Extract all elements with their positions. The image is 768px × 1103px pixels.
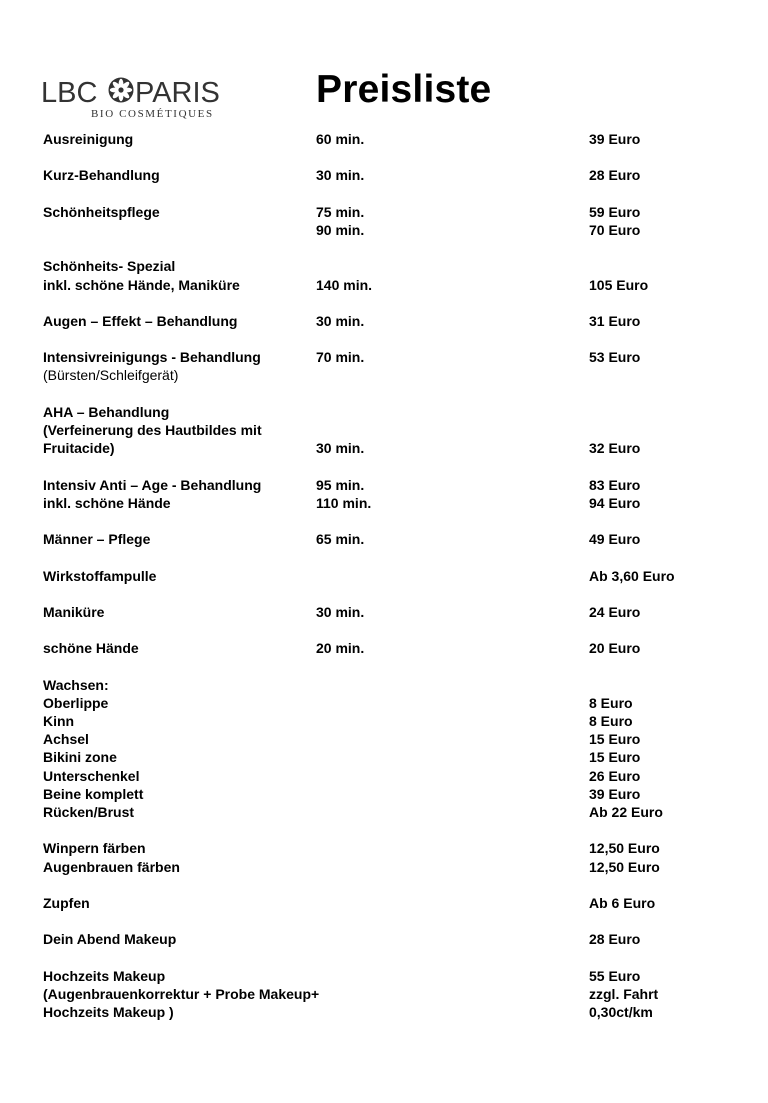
entry-spacer xyxy=(0,385,768,403)
price-row xyxy=(0,930,768,948)
price-list xyxy=(0,130,768,1021)
service-name: Achsel xyxy=(43,731,89,748)
price-row xyxy=(0,203,768,221)
price-row xyxy=(0,967,768,985)
service-name: Kinn xyxy=(43,713,75,729)
service-duration: 30 min. xyxy=(316,603,365,620)
price-row xyxy=(0,603,768,621)
service-duration: 90 min. xyxy=(316,221,365,238)
price-row xyxy=(0,257,768,275)
price-row xyxy=(0,403,768,421)
entry-spacer xyxy=(0,239,768,257)
entry-spacer xyxy=(0,821,768,839)
entry-spacer xyxy=(0,294,768,312)
entry-spacer xyxy=(0,657,768,675)
service-price: 83 Euro xyxy=(589,476,641,493)
service-price: 12,50 Euro xyxy=(589,840,660,857)
service-duration: 75 min. xyxy=(316,203,365,220)
entry-spacer xyxy=(0,330,768,348)
service-name: Intensiv Anti – Age - Behandlung xyxy=(43,476,262,493)
entry-spacer xyxy=(0,148,768,166)
flower-icon xyxy=(109,78,134,103)
service-name: Maniküre xyxy=(43,603,105,620)
service-name: Bikini zone xyxy=(43,749,117,766)
price-row xyxy=(0,276,768,294)
service-name: Wirkstoffampulle xyxy=(43,567,157,584)
service-name: Beine komplett xyxy=(43,785,144,802)
price-row xyxy=(0,439,768,457)
service-price: 105 Euro xyxy=(589,276,649,293)
service-name: (Augenbrauenkorrektur + Probe Makeup+ xyxy=(43,985,320,1002)
price-row xyxy=(0,494,768,512)
price-row xyxy=(0,712,768,730)
service-price: Ab 6 Euro xyxy=(589,894,656,911)
service-name: Hochzeits Makeup ) xyxy=(43,1004,174,1020)
price-row xyxy=(0,748,768,766)
logo-tagline: BIO COSMÉTIQUES xyxy=(91,108,214,120)
price-row xyxy=(0,530,768,548)
service-price: zzgl. Fahrt xyxy=(589,985,659,1002)
service-name: Kurz-Behandlung xyxy=(43,167,160,184)
entry-spacer xyxy=(0,621,768,639)
price-row xyxy=(0,312,768,330)
price-row xyxy=(0,803,768,821)
service-duration: 95 min. xyxy=(316,476,365,493)
service-price: 59 Euro xyxy=(589,203,641,220)
service-name: Intensivreinigungs - Behandlung xyxy=(43,349,261,366)
price-row xyxy=(0,676,768,694)
service-price: 24 Euro xyxy=(589,603,641,620)
service-duration: 30 min. xyxy=(316,167,365,184)
brand-logo xyxy=(41,76,241,120)
service-duration: 70 min. xyxy=(316,349,365,366)
service-price: Ab 22 Euro xyxy=(589,803,663,820)
service-name: Hochzeits Makeup xyxy=(43,967,166,984)
service-price: 28 Euro xyxy=(589,931,641,948)
service-price: 53 Euro xyxy=(589,349,641,366)
price-row xyxy=(0,421,768,439)
service-name: Augen – Effekt – Behandlung xyxy=(43,312,238,329)
service-price: 8 Euro xyxy=(589,694,633,711)
service-name: Augenbrauen färben xyxy=(43,858,180,875)
logo-text-left: LBC xyxy=(41,77,98,109)
service-duration: 30 min. xyxy=(316,440,365,457)
price-row xyxy=(0,130,768,148)
service-name: inkl. schöne Hände xyxy=(43,494,171,511)
service-name: AHA – Behandlung xyxy=(43,403,170,420)
service-name: Schönheitspflege xyxy=(43,203,160,220)
service-name: Oberlippe xyxy=(43,694,109,711)
service-name: Schönheits- Spezial xyxy=(43,258,176,275)
service-price: 28 Euro xyxy=(589,167,641,184)
entry-spacer xyxy=(0,912,768,930)
service-duration: 20 min. xyxy=(316,640,365,657)
service-price: 49 Euro xyxy=(589,531,641,548)
service-price: 32 Euro xyxy=(589,440,641,457)
service-duration: 110 min. xyxy=(316,494,372,511)
entry-spacer xyxy=(0,457,768,475)
page-title: Preisliste xyxy=(316,68,492,111)
service-name: (Bürsten/Schleifgerät) xyxy=(43,367,179,384)
entry-spacer xyxy=(0,585,768,603)
price-row xyxy=(0,730,768,748)
service-name: Ausreinigung xyxy=(43,131,134,147)
entry-spacer xyxy=(0,512,768,530)
service-price: 20 Euro xyxy=(589,640,641,657)
price-row xyxy=(0,839,768,857)
service-name: Rücken/Brust xyxy=(43,803,135,820)
entry-spacer xyxy=(0,548,768,566)
price-row xyxy=(0,567,768,585)
service-name: (Verfeinerung des Hautbildes mit xyxy=(43,422,262,438)
service-price: 12,50 Euro xyxy=(589,858,660,875)
price-row xyxy=(0,785,768,803)
entry-spacer xyxy=(0,876,768,894)
service-price: 31 Euro xyxy=(589,312,641,329)
service-price: 8 Euro xyxy=(589,713,633,729)
service-name: inkl. schöne Hände, Maniküre xyxy=(43,276,240,293)
price-row xyxy=(0,858,768,876)
service-price: 94 Euro xyxy=(589,494,641,511)
price-row xyxy=(0,894,768,912)
service-duration: 30 min. xyxy=(316,312,365,329)
service-price: 70 Euro xyxy=(589,221,641,238)
service-name: Zupfen xyxy=(43,894,90,911)
price-row xyxy=(0,694,768,712)
service-price: 26 Euro xyxy=(589,767,641,784)
logo-text-right: PARIS xyxy=(135,77,220,109)
service-name: Wachsen: xyxy=(43,676,109,693)
service-name: Dein Abend Makeup xyxy=(43,931,177,948)
service-name: Fruitacide) xyxy=(43,440,115,457)
lbc-paris-logo xyxy=(41,76,241,120)
service-price: 0,30ct/km xyxy=(589,1004,653,1020)
service-price: 15 Euro xyxy=(589,749,641,766)
service-name: Winpern färben xyxy=(43,840,146,857)
price-row xyxy=(0,221,768,239)
service-price: 15 Euro xyxy=(589,731,641,748)
entry-spacer xyxy=(0,948,768,966)
service-price: 55 Euro xyxy=(589,967,641,984)
service-duration: 65 min. xyxy=(316,531,365,548)
service-price: 39 Euro xyxy=(589,131,641,147)
price-row xyxy=(0,166,768,184)
price-row xyxy=(0,985,768,1003)
price-row xyxy=(0,639,768,657)
service-name: Männer – Pflege xyxy=(43,531,151,548)
service-price: 39 Euro xyxy=(589,785,641,802)
service-name: Unterschenkel xyxy=(43,767,140,784)
service-price: Ab 3,60 Euro xyxy=(589,567,675,584)
price-row xyxy=(0,366,768,384)
price-row xyxy=(0,476,768,494)
entry-spacer xyxy=(0,185,768,203)
service-name: schöne Hände xyxy=(43,640,139,657)
service-duration: 140 min. xyxy=(316,276,373,293)
service-duration: 60 min. xyxy=(316,131,365,147)
price-row xyxy=(0,348,768,366)
price-row xyxy=(0,767,768,785)
price-row xyxy=(0,1003,768,1021)
